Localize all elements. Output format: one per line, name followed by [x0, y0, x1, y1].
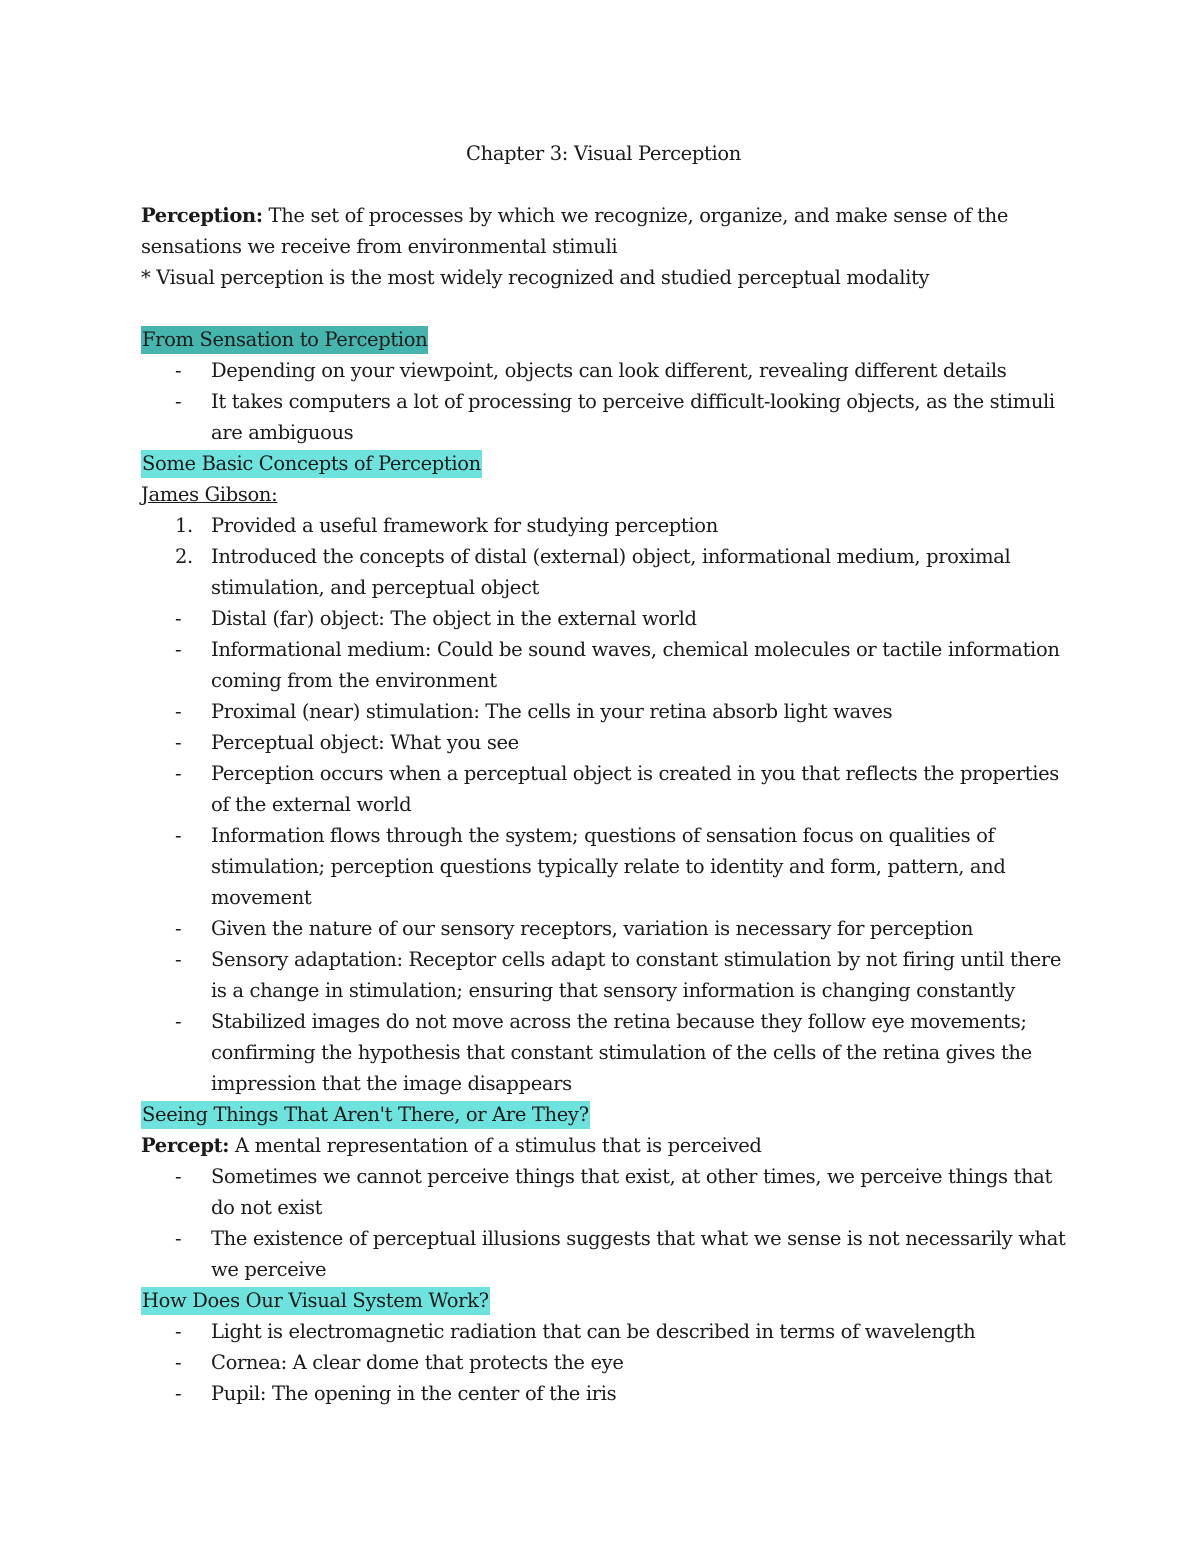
- numbered-list: [141, 510, 1066, 603]
- list-item-text: Pupil: The opening in the center of the iris: [211, 1382, 617, 1405]
- list-item: [141, 944, 1066, 1006]
- heading-highlight: Some Basic Concepts of Perception: [141, 450, 482, 478]
- list-item-text: Depending on your viewpoint, objects can look different, revealing different details: [211, 359, 1007, 382]
- list-item-text: Perceptual object: What you see: [211, 731, 519, 754]
- list-item: [141, 1347, 1066, 1378]
- list-item-text: The existence of perceptual illusions suggests that what we sense is not necessarily what we perceive: [211, 1227, 1066, 1281]
- page-title: Chapter 3: Visual Perception: [466, 142, 741, 165]
- dash-marker: -: [175, 824, 182, 847]
- bullet-list: [141, 1161, 1066, 1285]
- list-item-text: Sensory adaptation: Receptor cells adapt to constant stimulation by not firing until there is a change in stimulation; ensuring that sensory information is changing constantly: [211, 948, 1062, 1002]
- list-item: [141, 1316, 1066, 1347]
- list-item-text: Stabilized images do not move across the retina because they follow eye movements; confirming the hypothesis that constant stimulation of the cells of the retina gives the impression that the image disappears: [211, 1010, 1032, 1095]
- list-item: [141, 386, 1066, 448]
- perception-text: The set of processes by which we recognize, organize, and make sense of the sensations we receive from environmental stimuli: [141, 204, 1009, 258]
- section-heading-basic-concepts: [141, 448, 1066, 479]
- bullet-list: [141, 355, 1066, 448]
- list-item: [141, 634, 1066, 696]
- dash-marker: -: [175, 731, 182, 754]
- heading-highlight: How Does Our Visual System Work?: [141, 1287, 490, 1315]
- list-item-text: Proximal (near) stimulation: The cells in your retina absorb light waves: [211, 700, 893, 723]
- list-item-text: Perception occurs when a perceptual object is created in you that reflects the properties of the external world: [211, 762, 1059, 816]
- list-item: [141, 913, 1066, 944]
- percept-definition: [141, 1130, 1066, 1161]
- number-marker: 1.: [175, 514, 193, 537]
- dash-marker: -: [175, 1227, 182, 1250]
- dash-marker: -: [175, 390, 182, 413]
- list-item: [141, 541, 1066, 603]
- dash-marker: -: [175, 700, 182, 723]
- list-item-text: Distal (far) object: The object in the external world: [211, 607, 697, 630]
- bullet-list: [141, 1316, 1066, 1409]
- section-heading-seeing-things: [141, 1099, 1066, 1130]
- dash-marker: -: [175, 1320, 182, 1343]
- list-item-text: Sometimes we cannot perceive things that exist, at other times, we perceive things that do not exist: [211, 1165, 1052, 1219]
- spacer: [141, 293, 1066, 324]
- dash-marker: -: [175, 762, 182, 785]
- bullet-list: [141, 603, 1066, 1099]
- list-item-text: Information flows through the system; questions of sensation focus on qualities of stimulation; perception questions typically relate to identity and form, pattern, and movement: [211, 824, 1006, 909]
- dash-marker: -: [175, 359, 182, 382]
- perception-definition: [141, 200, 1066, 262]
- percept-term: Percept:: [141, 1134, 230, 1157]
- list-item: [141, 820, 1066, 913]
- list-item: [141, 758, 1066, 820]
- list-item: [141, 727, 1066, 758]
- perception-term: Perception:: [141, 204, 263, 227]
- dash-marker: -: [175, 607, 182, 630]
- list-item-text: Informational medium: Could be sound waves, chemical molecules or tactile information coming from the environment: [211, 638, 1060, 692]
- subheading-james-gibson: [141, 479, 1066, 510]
- document-page: [141, 138, 1066, 1409]
- dash-marker: -: [175, 1351, 182, 1374]
- list-item: [141, 1223, 1066, 1285]
- heading-highlight: Seeing Things That Aren't There, or Are They?: [141, 1101, 590, 1129]
- heading-highlight: From Sensation to Perception: [141, 326, 428, 354]
- dash-marker: -: [175, 1010, 182, 1033]
- list-item: [141, 1378, 1066, 1409]
- visual-perception-note: * Visual perception is the most widely recognized and studied perceptual modality: [141, 266, 930, 289]
- list-item: [141, 696, 1066, 727]
- list-item-text: Provided a useful framework for studying perception: [211, 514, 718, 537]
- subheading-text: James Gibson:: [141, 483, 278, 506]
- list-item: [141, 355, 1066, 386]
- dash-marker: -: [175, 1382, 182, 1405]
- list-item-text: It takes computers a lot of processing to perceive difficult-looking objects, as the stimuli are ambiguous: [211, 390, 1055, 444]
- list-item-text: Given the nature of our sensory receptors, variation is necessary for perception: [211, 917, 974, 940]
- number-marker: 2.: [175, 545, 193, 568]
- list-item-text: Cornea: A clear dome that protects the eye: [211, 1351, 624, 1374]
- list-item: [141, 1006, 1066, 1099]
- list-item: [141, 510, 1066, 541]
- section-heading-sensation: [141, 324, 1066, 355]
- list-item-text: Light is electromagnetic radiation that can be described in terms of wavelength: [211, 1320, 976, 1343]
- dash-marker: -: [175, 638, 182, 661]
- percept-text: A mental representation of a stimulus that is perceived: [229, 1134, 762, 1157]
- list-item: [141, 1161, 1066, 1223]
- dash-marker: -: [175, 948, 182, 971]
- list-item: [141, 603, 1066, 634]
- section-heading-visual-system: [141, 1285, 1066, 1316]
- dash-marker: -: [175, 1165, 182, 1188]
- dash-marker: -: [175, 917, 182, 940]
- list-item-text: Introduced the concepts of distal (external) object, informational medium, proximal stimulation, and perceptual object: [211, 545, 1011, 599]
